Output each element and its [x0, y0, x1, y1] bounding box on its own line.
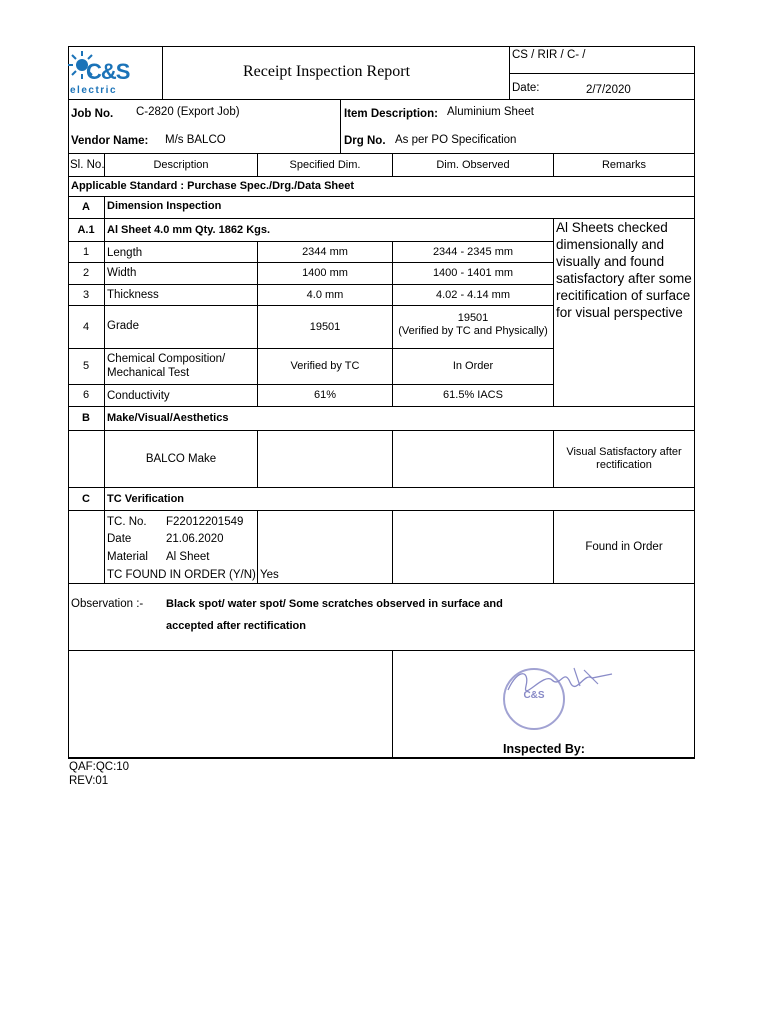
row-obs: In Order [452, 360, 494, 372]
row-obs-line2: (Verified by TC and Physically) [398, 325, 548, 337]
section-b-desc: BALCO Make [145, 452, 217, 465]
row-divider [68, 487, 695, 488]
col-header-sl: Sl. No. [70, 159, 105, 171]
section-a-title: Dimension Inspection [107, 200, 222, 212]
row-divider [68, 650, 695, 651]
col-header-remarks: Remarks [601, 158, 646, 171]
row-obs: 1400 - 1401 mm [432, 267, 514, 279]
tc-found-value: Yes [260, 569, 279, 581]
tc-date-label: Date [107, 533, 132, 545]
section-b-title: Make/Visual/Aesthetics [107, 412, 229, 424]
job-no-label: Job No. [71, 108, 114, 120]
col-divider [257, 510, 258, 583]
row-divider [68, 406, 695, 407]
row-desc: Thickness [107, 289, 159, 301]
col-divider [392, 650, 393, 757]
row-desc: Conductivity [107, 390, 170, 402]
section-a1-title: Al Sheet 4.0 mm Qty. 1862 Kgs. [107, 224, 271, 236]
row-desc-line2: Mechanical Test [107, 367, 190, 379]
tc-no-label: TC. No. [107, 516, 147, 528]
row-divider [68, 99, 695, 100]
row-spec: 61% [313, 389, 337, 401]
section-b-remarks: Visual Satisfactory after rectification [566, 446, 682, 471]
col-divider [553, 218, 554, 406]
info-divider [340, 99, 341, 153]
observation-line2: accepted after rectification [166, 620, 306, 632]
tc-found-label: TC FOUND IN ORDER (Y/N) [107, 569, 256, 581]
col-divider [553, 430, 554, 487]
col-divider [392, 430, 393, 487]
vendor-label: Vendor Name: [71, 135, 149, 147]
logo-main-text: C&S [86, 59, 130, 84]
row-desc-line1: Chemical Composition/ [107, 353, 226, 365]
row-desc [107, 352, 225, 380]
footer-revision: REV:01 [69, 775, 109, 787]
date-label: Date: [512, 82, 540, 94]
row-no: 5 [82, 360, 90, 372]
row-obs: 4.02 - 4.14 mm [436, 288, 510, 301]
date-value: 2/7/2020 [586, 84, 631, 96]
section-b-letter: B [82, 412, 90, 424]
row-spec: 4.0 mm [306, 288, 344, 301]
applicable-standard: Applicable Standard : Purchase Spec./Drg./Data Sheet [71, 180, 355, 192]
tc-no-value: F22012201549 [166, 516, 244, 528]
col-divider [257, 430, 258, 487]
row-obs: 2344 - 2345 mm [432, 245, 514, 258]
row-no: 4 [82, 320, 90, 333]
ref-number: CS / RIR / C- / [512, 49, 586, 61]
col-header-specified: Specified Dim. [289, 158, 361, 171]
item-desc-label: Item Description: [344, 108, 438, 120]
section-a1-no: A.1 [77, 223, 95, 236]
section-c-title: TC Verification [107, 493, 185, 505]
stamp-text: C&S [523, 690, 545, 701]
drg-label: Drg No. [344, 135, 386, 147]
row-spec: 19501 [309, 320, 341, 333]
footer-form-code: QAF:QC:10 [69, 761, 130, 773]
col-header-description: Description [153, 158, 209, 171]
logo-sub-text: electric [70, 85, 118, 96]
signature-scribble [500, 662, 615, 702]
row-obs [393, 312, 553, 338]
vendor-value: M/s BALCO [165, 134, 226, 146]
row-obs: 61.5% IACS [443, 389, 503, 401]
tc-material-value: Al Sheet [166, 551, 210, 563]
section-a-letter: A [82, 201, 90, 213]
row-no: 1 [82, 245, 90, 258]
row-no: 3 [82, 288, 90, 301]
drg-value: As per PO Specification [395, 134, 517, 146]
company-logo [68, 47, 136, 97]
tc-date-value: 21.06.2020 [166, 533, 224, 545]
row-desc: Grade [107, 320, 139, 332]
inspected-by-label: Inspected By: [503, 742, 585, 756]
row-no: 6 [82, 389, 90, 401]
row-divider [68, 583, 695, 584]
row-desc: Length [107, 247, 143, 259]
col-divider [392, 510, 393, 583]
observation-line1: Black spot/ water spot/ Some scratches observed in surface and [166, 598, 503, 610]
col-divider [104, 196, 105, 406]
header-divider [509, 73, 695, 74]
section-a-remarks: Al Sheets checked dimensionally and visually and found satisfactory after some recitification of surface for visual perspective [556, 220, 692, 320]
col-header-observed: Dim. Observed [436, 158, 510, 171]
row-desc: Width [107, 267, 137, 279]
item-desc-value: Aluminium Sheet [447, 106, 534, 118]
row-no: 2 [82, 267, 90, 279]
row-divider [68, 176, 695, 177]
tc-material-label: Material [107, 551, 148, 563]
header-divider [162, 46, 163, 99]
observation-label: Observation :- [71, 598, 144, 610]
row-obs-line1: 19501 [457, 312, 489, 324]
row-spec: 1400 mm [302, 267, 348, 279]
row-divider [68, 196, 695, 197]
report-title: Receipt Inspection Report [243, 63, 411, 80]
row-spec: Verified by TC [290, 360, 360, 372]
row-spec: 2344 mm [302, 245, 348, 258]
section-c-remarks: Found in Order [585, 540, 663, 553]
border-bottom [68, 757, 695, 759]
section-c-letter: C [82, 492, 90, 505]
job-no-value: C-2820 (Export Job) [136, 106, 240, 118]
